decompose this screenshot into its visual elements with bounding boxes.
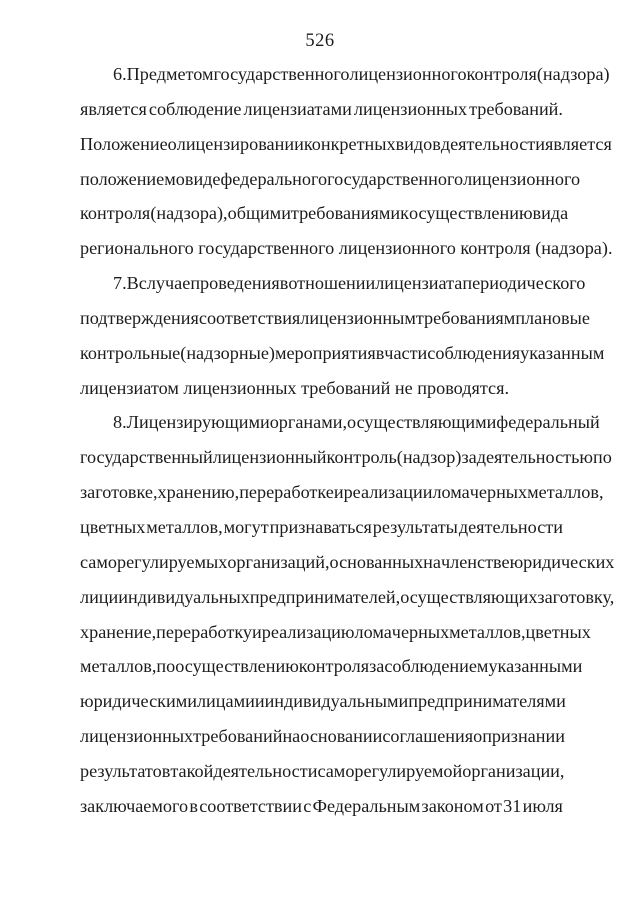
word: контрольные [80, 342, 181, 363]
word: реализацию [261, 621, 355, 642]
word: отношении [288, 273, 376, 294]
word: осуществлению [175, 656, 299, 677]
word: о [175, 168, 185, 189]
word: о [167, 133, 177, 154]
word: заготовке, [80, 482, 158, 503]
word: с [303, 795, 312, 816]
word: признании [482, 726, 565, 747]
word: организаций, [227, 551, 330, 572]
word: предпринимателями [408, 691, 566, 712]
word: 31 [503, 795, 522, 816]
word: контроль [326, 447, 397, 468]
paragraph [80, 405, 615, 823]
word: соответствия [198, 307, 301, 328]
word: лицензионных [353, 98, 468, 119]
text-line [80, 475, 604, 510]
paragraph [80, 266, 605, 405]
word: требований. [469, 98, 563, 119]
word: лицензировании [176, 133, 304, 154]
word: 7. [113, 273, 127, 294]
word: контроля [298, 656, 370, 677]
word: по [592, 447, 612, 468]
word: основании [300, 726, 383, 747]
word: соглашения [382, 726, 474, 747]
word: черных [469, 482, 528, 503]
word: на [282, 726, 301, 747]
word: по [156, 656, 176, 677]
word: Положение [80, 133, 168, 154]
word: в [279, 273, 289, 294]
word: В [126, 273, 139, 294]
word: лома [432, 482, 470, 503]
word: металлов, [449, 621, 526, 642]
word: проведения [190, 273, 280, 294]
word: соблюдение [148, 98, 242, 119]
word: органами, [269, 412, 348, 433]
text-line [80, 649, 583, 684]
word: о [473, 726, 483, 747]
word: Предметом [126, 64, 214, 84]
word: подтверждения [80, 307, 199, 328]
word: лицензионного [463, 168, 581, 189]
word: результатов [80, 760, 171, 781]
word: виде [184, 168, 221, 189]
word: контроля [466, 64, 537, 84]
word: лиц [80, 586, 109, 607]
word: конкретных [303, 133, 396, 154]
word: организации, [462, 760, 565, 781]
text-block [80, 57, 615, 824]
word: лицензионного [349, 64, 467, 84]
word: металлов, [80, 656, 157, 677]
text-line [80, 127, 612, 162]
word: в [375, 342, 385, 363]
word: и [108, 586, 119, 607]
word: переработке [239, 482, 334, 503]
word: могут [223, 516, 269, 537]
word: переработку [156, 621, 253, 642]
word: индивидуальных [118, 586, 250, 607]
word: требований [193, 726, 283, 747]
word: юридическими [80, 691, 197, 712]
paragraph [80, 57, 613, 266]
page-number: 526 [305, 31, 335, 51]
word: (надзорные) [180, 342, 275, 363]
word: (надзора) [536, 64, 610, 84]
word: общими [227, 203, 291, 224]
word: хранение, [80, 621, 157, 642]
text-line [80, 684, 566, 719]
word: к [400, 203, 409, 224]
text-line [80, 92, 563, 127]
text-line [80, 57, 610, 92]
word: и [254, 691, 265, 712]
word: (надзора), [150, 203, 228, 224]
word: мероприятия [274, 342, 376, 363]
word: черных [391, 621, 450, 642]
word: заготовку, [537, 586, 615, 607]
word: осуществлению [408, 203, 533, 224]
word: осуществляющих [400, 586, 538, 607]
word: случае [138, 273, 191, 294]
word: указанным [520, 342, 605, 363]
word: является [544, 133, 612, 154]
word: требованиями [290, 203, 401, 224]
word: основанных [329, 551, 424, 572]
text-line [80, 301, 590, 336]
word: и [333, 482, 344, 503]
word: части [384, 342, 428, 363]
text-line: лицензиатом лицензионных требований не проводятся. [80, 377, 509, 398]
word: соответствии [199, 795, 302, 816]
word: является [80, 98, 147, 119]
word: 6. [113, 64, 127, 84]
word: федерального [220, 168, 328, 189]
text-line [80, 162, 581, 197]
text-line [80, 545, 615, 580]
text-line [80, 719, 563, 754]
word: Лицензирующими [126, 412, 270, 433]
word: положением [80, 168, 176, 189]
word: саморегулируемой [317, 760, 463, 781]
word: за [461, 447, 477, 468]
word: 8. [113, 412, 127, 433]
word: такой [170, 760, 214, 781]
word: деятельности [440, 133, 545, 154]
text-line: регионального государственного лицензионного контроля (надзора). [80, 238, 613, 259]
word: федеральный [496, 412, 600, 433]
word: указанными [488, 656, 583, 677]
word: заключаемого [80, 795, 189, 816]
word: осуществляющими [347, 412, 497, 433]
word: соблюдением [384, 656, 489, 677]
word: от [485, 795, 502, 816]
word: металлов, [527, 482, 604, 503]
word: деятельности [458, 516, 563, 537]
word: лицами [196, 691, 255, 712]
word: предпринимателей, [249, 586, 401, 607]
word: деятельности [213, 760, 318, 781]
word: лицензионным [300, 307, 416, 328]
word: членстве [440, 551, 510, 572]
text-line [80, 789, 563, 824]
text-line [80, 510, 563, 545]
word: лицензиата [375, 273, 463, 294]
word: результаты [372, 516, 458, 537]
word: государственного [213, 64, 350, 84]
word: в [189, 795, 198, 816]
word: плановые [515, 307, 590, 328]
word: лома [354, 621, 392, 642]
word: государственный [80, 447, 213, 468]
word: юридических [509, 551, 615, 572]
word: лицензионный [212, 447, 327, 468]
word: цветных [525, 621, 591, 642]
word: соблюдения [427, 342, 521, 363]
word: законом [421, 795, 484, 816]
word: вида [532, 203, 569, 224]
text-line [80, 336, 605, 371]
word: индивидуальными [264, 691, 409, 712]
word: июля [522, 795, 563, 816]
word: периодического [462, 273, 586, 294]
word: за [369, 656, 385, 677]
text-line [80, 580, 615, 615]
word: на [423, 551, 441, 572]
word: саморегулируемых [80, 551, 228, 572]
word: контроля [80, 203, 151, 224]
word: лицензиатами [243, 98, 352, 119]
word: деятельностью [476, 447, 593, 468]
text-line [80, 405, 600, 440]
word: цветных [80, 516, 146, 537]
text-line [80, 266, 586, 301]
word: лицензионных [80, 726, 194, 747]
text-line [80, 754, 563, 789]
word: Федеральным [312, 795, 421, 816]
word: и [252, 621, 262, 642]
word: металлов, [146, 516, 223, 537]
word: хранению, [157, 482, 240, 503]
word: признаваться [269, 516, 372, 537]
word: (надзор) [396, 447, 462, 468]
text-line [80, 196, 569, 231]
word: государственного [327, 168, 464, 189]
word: реализации [343, 482, 433, 503]
word: требованиям [415, 307, 516, 328]
text-line [80, 615, 591, 650]
text-line [80, 440, 612, 475]
word: видов [395, 133, 441, 154]
